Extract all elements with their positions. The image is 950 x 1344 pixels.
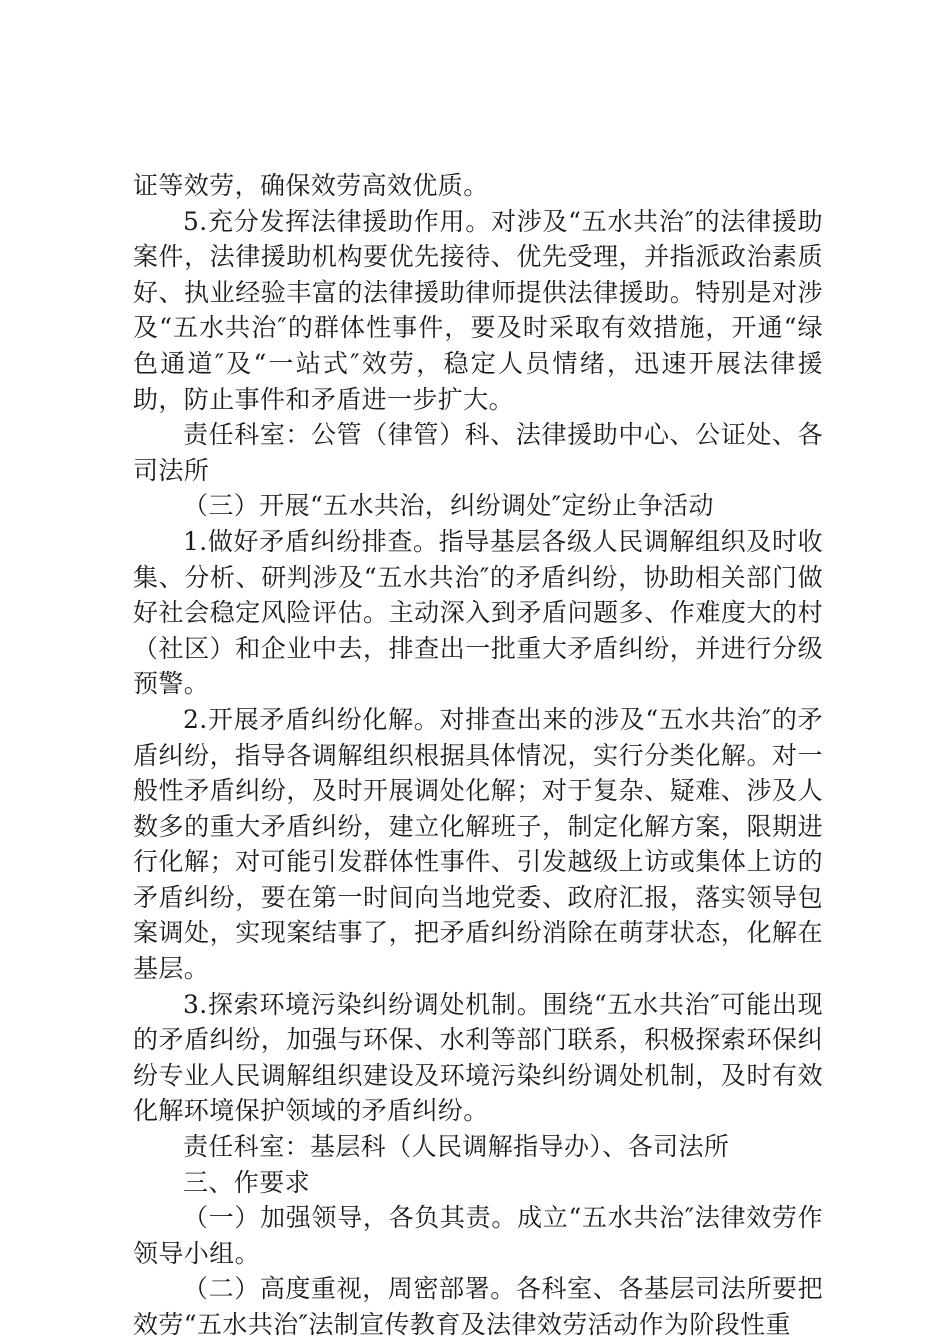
paragraph-requirement-1: （一）加强领导，各负其责。成立“五水共治″法律效劳作领导小组。: [133, 1203, 823, 1268]
paragraph-requirement-2: （二）高度重视，周密部署。各科室、各基层司法所要把效劳“五水共治″法制宣传教育及法律效劳活动作为阶段性重: [133, 1274, 823, 1339]
section-heading-3: （三）开展“五水共治，纠纷调处″定纷止争活动: [183, 491, 714, 521]
paragraph-item-5-legal-aid: 5.充分发挥法律援助作用。对涉及“五水共治″的法律援助案件，法律援助机构要优先接待、优先受理，并指派政治素质好、执业经验丰富的法律援助律师提供法律援助。特别是对涉及“五水共治″的群体性事件，要及时采取有效措施，开通“绿色通道″及“一站式″效劳，稳定人员情绪，迅速开展法律援助，防止事件和矛盾进一步扩大。: [133, 206, 823, 414]
paragraph-item-2-dispute-resolution: 2.开展矛盾纠纷化解。对排查出来的涉及“五水共治″的矛盾纠纷，指导各调解组织根据具体情况，实行分类化解。对一般性矛盾纠纷，及时开展调处化解；对于复杂、疑难、涉及人数多的重大矛盾纠纷，建立化解班子，制定化解方案，限期进行化解；对可能引发群体性事件、引发越级上访或集体上访的矛盾纠纷，要在第一时间向当地党委、政府汇报，落实领导包案调处，实现案结事了，把矛盾纠纷消除在萌芽状态，化解在基层。: [133, 704, 823, 984]
section-heading-requirements: 三、作要求: [183, 1167, 311, 1197]
paragraph-item-3-environment-disputes: 3.探索环境污染纠纷调处机制。围绕“五水共治″可能出现的矛盾纠纷，加强与环保、水利等部门联系，积极探索环保纠纷专业人民调解组织建设及环境污染纠纷调处机制，及时有效化解环境保护领域的矛盾纠纷。: [133, 989, 823, 1126]
paragraph-responsible-dept-1: 责任科室：公管（律管）科、法律援助中心、公证处、各司法所: [133, 420, 823, 485]
document-body: [133, 168, 823, 1343]
paragraph-item-1-dispute-screening: 1.做好矛盾纠纷排查。指导基层各级人民调解组织及时收集、分析、研判涉及“五水共治″的矛盾纠纷，协助相关部门做好社会稳定风险评估。主动深入到矛盾问题多、作难度大的村（社区）和企业中去，排查出一批重大矛盾纠纷，并进行分级预警。: [133, 526, 823, 699]
paragraph-continuation: 证等效劳，确保效劳高效优质。: [133, 171, 489, 200]
paragraph-responsible-dept-2: 责任科室：基层科（人民调解指导办）、各司法所: [183, 1132, 730, 1162]
